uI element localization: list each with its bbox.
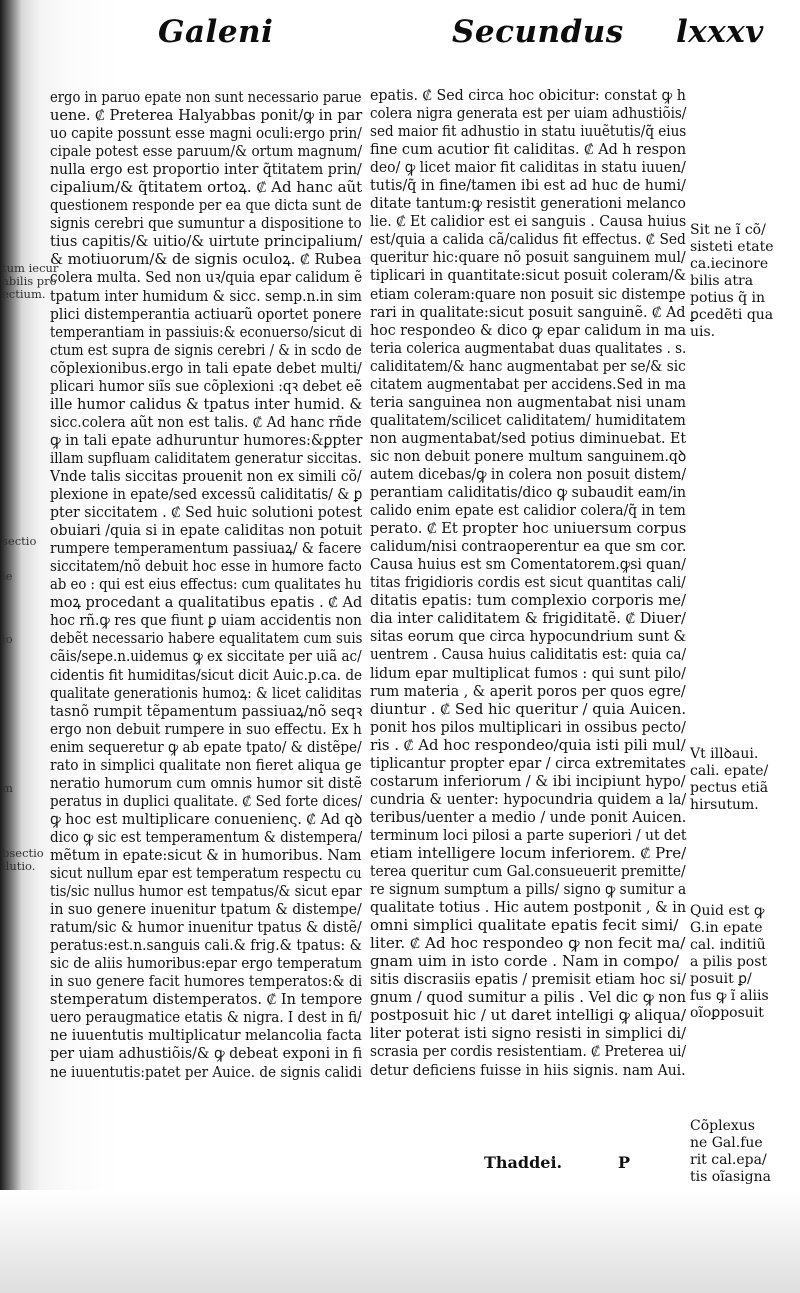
text-line: fine cum acutior fit caliditas. ₡ Ad h respon — [370, 140, 687, 159]
margin-note-line: fus ꝙ ĩ aliis — [690, 988, 769, 1004]
text-line: sicc.colera aũt non est talis. ₡ Ad hanc rñde — [50, 412, 362, 431]
text-line: liter. ₡ Ad hoc respondeo ꝙ non fecit ma/ — [370, 934, 686, 953]
text-line: terea queritur cum Gal.consueuerit premitte/ — [370, 862, 686, 881]
text-line: Causa huius est sm Comentatorem.ꝙsi quan/ — [370, 555, 686, 574]
signature-mark: P — [618, 1153, 631, 1172]
text-line: diuntur . ₡ Sed hic queritur / quia Auicen. — [370, 699, 687, 718]
text-line: tiplicari in quantitate:sicut posuit coleram/& — [370, 266, 686, 285]
text-line: citatem augmentabat per accidens.Sed in ma — [370, 374, 687, 393]
text-line: hoc rñ.ꝙ res que fiunt ꝑ uiam accidentis non — [50, 611, 362, 630]
right-margin-note — [690, 903, 769, 1022]
text-line: obuiari /quia si in epate caliditas non potuit — [50, 521, 363, 540]
text-line: colera multa. Sed non uꝛ/quia epar calidum ẽ — [50, 268, 363, 287]
text-line: queritur hic:quare nõ posuit sanguinem mul/ — [370, 248, 686, 267]
text-line: etiam intelligere locum inferiorem. ₡ Pre/ — [370, 843, 687, 862]
margin-note-line: Sit ne ĩ cõ/ — [690, 222, 766, 238]
margin-note-line: cali. epate/ — [690, 763, 769, 779]
text-line: lie. ₡ Et calidior est ei sanguis . Causa huius — [370, 212, 687, 231]
margin-note-line: bsectio — [2, 846, 44, 860]
margin-note-line: Quid est ꝙ — [690, 903, 765, 919]
text-line: signis cerebri que sumuntur a dispositione to — [50, 214, 362, 233]
margin-note-line: tis oĩasigna — [690, 1169, 771, 1185]
margin-note-line: cal. inditiũ — [690, 937, 766, 953]
text-line: ctum est supra de signis cerebri / & in scdo de — [50, 340, 362, 359]
left-margin-note — [2, 633, 13, 646]
text-line: plici distemperantia actiuarũ oportet ponere — [50, 304, 362, 323]
folio-number: lxxxv — [676, 14, 764, 50]
left-margin-note — [2, 262, 58, 301]
running-head-left: Galeni — [158, 14, 274, 50]
text-line: ratum/sic & humor inuenitur tpatus & distẽ/ — [50, 918, 362, 937]
text-line: enim sequeretur ꝙ ab epate tpato/ & distẽpe/ — [50, 737, 362, 756]
text-line: ne iuuentutis multiplicatur melancolia facta — [50, 1026, 362, 1045]
margin-note-line: ectium. — [2, 287, 46, 301]
text-line: ꝙ in tali epate adhuruntur humores:&ꝑpter — [50, 430, 363, 449]
text-line: sed maior fit adhustio in statu iuuẽtutis/q̃ eius — [370, 122, 687, 141]
text-line: cipalium/& q̃titatem ortoꝝ. ₡ Ad hanc aũt — [50, 178, 363, 197]
margin-note-line: m — [2, 781, 13, 795]
text-line: debẽt necessario habere equalitatem cum suis — [50, 629, 363, 648]
text-line: teribus/uenter a medio / unde ponit Auicen. — [370, 807, 687, 826]
text-line: moꝝ procedant a qualitatibus epatis . ₡ Ad — [50, 593, 363, 612]
text-line: plexione in epate/sed excessũ caliditatis/ & ꝑ — [50, 485, 363, 504]
text-line: ditate tantum:ꝙ resistit generationi melanco — [370, 194, 686, 213]
margin-note-line: uis. — [690, 324, 716, 340]
margin-note-line: tum iecur — [2, 261, 59, 275]
text-line: uene. ₡ Preterea Halyabbas ponit/ꝙ in par — [50, 106, 363, 125]
text-line: rum materia , & aperit poros per quos egre/ — [370, 681, 686, 700]
text-line: illam supfluam caliditatem generatur siccitas. — [50, 448, 362, 467]
text-line: uentrem . Causa huius caliditatis est: quia ca/ — [370, 645, 687, 664]
margin-note-line: ie — [2, 569, 13, 583]
text-line: sitas eorum que circa hypocundrium sunt & — [370, 627, 687, 646]
text-line: colera nigra generata est per uiam adhustiõis/ — [370, 104, 687, 123]
text-line: autem dicebas/ꝙ in colera non posuit distem/ — [370, 464, 687, 483]
page-bottom-shadow — [0, 1190, 800, 1293]
catchword: Thaddei. — [484, 1153, 563, 1172]
right-text-column — [370, 86, 686, 1079]
text-line: ergo non debuit rumpere in suo effectu. Ex h — [50, 719, 362, 738]
margin-note-line: pectus etiã — [690, 780, 769, 796]
margin-note-line: Vt illꝺaui. — [690, 746, 759, 762]
text-line: teria colerica augmentabat duas qualitates . s. — [370, 338, 687, 357]
text-line: lidum epar multiplicat fumos : qui sunt pilo/ — [370, 663, 686, 682]
left-margin-note — [2, 782, 13, 795]
text-line: sic de aliis humoribus:epar ergo temperatum — [50, 954, 363, 973]
left-margin-note — [2, 535, 36, 548]
text-line: sicut nullum epar est temperatum respectu cu — [50, 864, 362, 883]
text-line: rumpere temperamentum passiuaꝝ/ & facere — [50, 539, 362, 558]
text-line: hoc respondeo & dico ꝙ epar calidum in ma — [370, 320, 687, 339]
running-head-center: Secundus — [452, 14, 624, 50]
text-line: detur deficiens fuisse in hiis signis. nam Aui. — [370, 1060, 686, 1079]
text-line: dia inter caliditatem & frigiditatẽ. ₡ Diuer/ — [370, 609, 686, 628]
text-line: perato. ₡ Et propter hoc uniuersum corpus — [370, 519, 687, 538]
text-line: tutis/q̃ in fine/tamen ibi est ad huc de humi/ — [370, 176, 686, 195]
text-line: est/quia a calida cã/calidus fit effectus. ₡ Sed — [370, 230, 686, 249]
margin-note-line: bilis atra — [690, 273, 754, 289]
text-line: etiam coleram:quare non posuit sic distempe — [370, 284, 686, 303]
text-line: omni simplici qualitate epatis fecit simi/ — [370, 916, 679, 935]
text-line: cundria & uenter: hypocundria quidem a la/ — [370, 789, 687, 808]
text-line: cãis/sepe.n.uidemus ꝙ ex siccitate per uiã ac/ — [50, 647, 362, 666]
text-line: terminum loci pilosi a parte superiori / ut det — [370, 825, 687, 844]
text-line: costarum inferiorum / & ibi incipiunt hypo/ — [370, 771, 686, 790]
text-line: & motiuorum/& de signis oculoꝝ. ₡ Rubea — [50, 250, 362, 269]
text-line: uo capite possunt esse magni oculi:ergo prin/ — [50, 124, 362, 143]
margin-note-line: a pilis post — [690, 954, 768, 970]
right-margin-note — [690, 746, 768, 814]
margin-note-line: hirsutum. — [690, 797, 759, 813]
text-line: ille humor calidus & tpatus inter humid. & — [50, 394, 363, 413]
text-line: postposuit hic / ut daret intelligi ꝙ aliqua/ — [370, 1006, 686, 1025]
text-line: temperantiam in passiuis:& econuerso/sicut di — [50, 322, 363, 341]
left-text-column — [50, 88, 362, 1081]
margin-note-line: ca.iecinore — [690, 256, 769, 272]
margin-note-line: ne Gal.fue — [690, 1135, 763, 1151]
text-line: peratus in duplici qualitate. ₡ Sed forte dices/ — [50, 791, 363, 810]
margin-note-line: potius q̃ in — [690, 290, 766, 306]
text-line: ris . ₡ Ad hoc respondeo/quia isti pili mul/ — [370, 735, 686, 754]
text-line: qualitatem/scilicet caliditatem/ humiditatem — [370, 410, 686, 429]
text-line: calido enim epate est calidior colera/q̃ in tem — [370, 501, 686, 520]
text-line: sitis discrasiis epatis / premisit etiam hoc si/ — [370, 970, 686, 989]
margin-note-line: rit cal.epa/ — [690, 1152, 767, 1168]
text-line: rato in simplici qualitate non fieret aliqua ge — [50, 755, 362, 774]
text-line: pter siccitatem . ₡ Sed huic solutioni potest — [50, 503, 363, 522]
text-line: siccitatem/nõ debuit hoc esse in humore facto — [50, 557, 362, 576]
text-line: titas frigidioris cordis est sicut quantitas cali/ — [370, 573, 686, 592]
margin-note-line: io — [2, 632, 13, 646]
text-line: deo/ ꝙ licet maior fit caliditas in statu iuuen/ — [370, 158, 686, 177]
text-line: calidum/nisi contraoperentur ea que sm cor. — [370, 537, 687, 556]
text-line: neratio humorum cum omnis humor sit distẽ — [50, 773, 362, 792]
text-line: tis/sic nullus humor est tempatus/& sicut epar — [50, 882, 362, 901]
text-line: per uiam adhustiõis/& ꝙ debeat exponi in fi — [50, 1044, 363, 1063]
text-line: in suo genere facit humores temperatos:& di — [50, 972, 363, 991]
margin-note-line: sectio — [2, 534, 37, 548]
text-line: mẽtum in epate:sicut & in humoribus. Nam — [50, 845, 362, 864]
text-line: qualitate generationis humoꝝ: & licet caliditas — [50, 683, 362, 702]
text-line: stemperatum distemperatos. ₡ In tempore — [50, 990, 363, 1009]
text-line: caliditatem/& hanc augmentabat per se/& sic — [370, 356, 686, 375]
text-line: non augmentabat/sed potius diminuebat. Et — [370, 428, 687, 447]
margin-note-line: ilutio. — [2, 859, 36, 873]
text-line: peratus:est.n.sanguis cali.& frig.& tpatus: & — [50, 936, 362, 955]
text-line: ergo in paruo epate non sunt necessario parue — [50, 88, 362, 106]
margin-note-line: sisteti etate — [690, 239, 774, 255]
left-margin-note — [2, 570, 12, 583]
text-line: in suo genere inuenitur tpatum & distempe/ — [50, 900, 362, 919]
text-line: cõplexionibus.ergo in tali epate debet multi/ — [50, 358, 362, 377]
margin-note-line: G.in epate — [690, 920, 763, 936]
text-line: questionem responde per ea que dicta sunt de — [50, 196, 362, 215]
left-margin-note — [2, 847, 44, 873]
margin-note-line: abilis pro — [2, 274, 57, 288]
text-line: tpatum inter humidum & sicc. semp.n.in sim — [50, 286, 362, 305]
text-line: Vnde talis siccitas prouenit non ex simili cõ/ — [50, 466, 362, 485]
text-line: nulla ergo est proportio inter q̃titatem prin/ — [50, 160, 362, 179]
text-line: qualitate totius . Hic autem postponit , & in — [370, 898, 687, 917]
right-margin-note — [690, 222, 773, 341]
text-line: ꝙ hoc est multiplicare conuenienς. ₡ Ad qꝺ — [50, 809, 363, 828]
text-line: gnam uim in isto corde . Nam in compo/ — [370, 952, 680, 971]
text-line: ab eo : qui est eius effectus: cum qualitates hu — [50, 575, 362, 594]
text-line: re signum sumptum a pills/ signo ꝙ sumitur a — [370, 880, 687, 899]
text-line: tasnõ rumpit tẽpamentum passiuaꝝ/nõ seqꝛ — [50, 701, 363, 720]
text-line: epatis. ₡ Sed circa hoc obicitur: constat ꝙ h — [370, 86, 686, 104]
text-line: gnum / quod sumitur a pilis . Vel dic ꝙ non — [370, 988, 687, 1007]
text-line: tius capitis/& uitio/& uirtute principalium/ — [50, 232, 363, 251]
text-line: tiplicantur propter epar / circa extremitates — [370, 753, 686, 772]
margin-note-line: ꝑcedẽti qua — [690, 307, 774, 323]
text-line: uero peraugmatice etatis & nigra. I dest in fi/ — [50, 1008, 362, 1027]
margin-note-line: posuit ꝑ/ — [690, 971, 752, 987]
text-line: ponit hos pilos multiplicari in ossibus pecto/ — [370, 717, 686, 736]
text-line: rari in qualitate:sicut posuit sanguinẽ. ₡ Ad — [370, 302, 686, 321]
right-margin-note — [690, 1118, 771, 1186]
text-line: perantiam caliditatis/dico ꝙ subaudit eam/in — [370, 483, 687, 502]
text-line: dico ꝙ sic est temperamentum & distempera/ — [50, 827, 363, 846]
text-line: cidentis fit humiditas/sicut dicit Auic.p.ca. de — [50, 665, 363, 684]
text-line: ditatis epatis: tum complexio corporis me/ — [370, 591, 686, 610]
text-line: scrasia per cordis resistentiam. ₡ Preterea ui/ — [370, 1042, 687, 1061]
margin-note-line: oĩoꝑposuit — [690, 1005, 764, 1021]
text-line: liter poterat isti signo resisti in simplici di/ — [370, 1024, 686, 1043]
margin-note-line: Cõplexus — [690, 1118, 755, 1134]
text-line: plicari humor siĩs sue cõplexioni :qꝛ debet eẽ — [50, 376, 363, 395]
text-line: sic non debuit ponere multum sanguinem.qꝺ — [370, 446, 687, 465]
text-line: cipale potest esse paruum/& ortum magnum/ — [50, 142, 363, 161]
text-line: ne iuuentutis:patet per Auice. de signis calidi — [50, 1062, 362, 1081]
text-line: teria sanguinea non augmentabat nisi unam — [370, 392, 686, 411]
